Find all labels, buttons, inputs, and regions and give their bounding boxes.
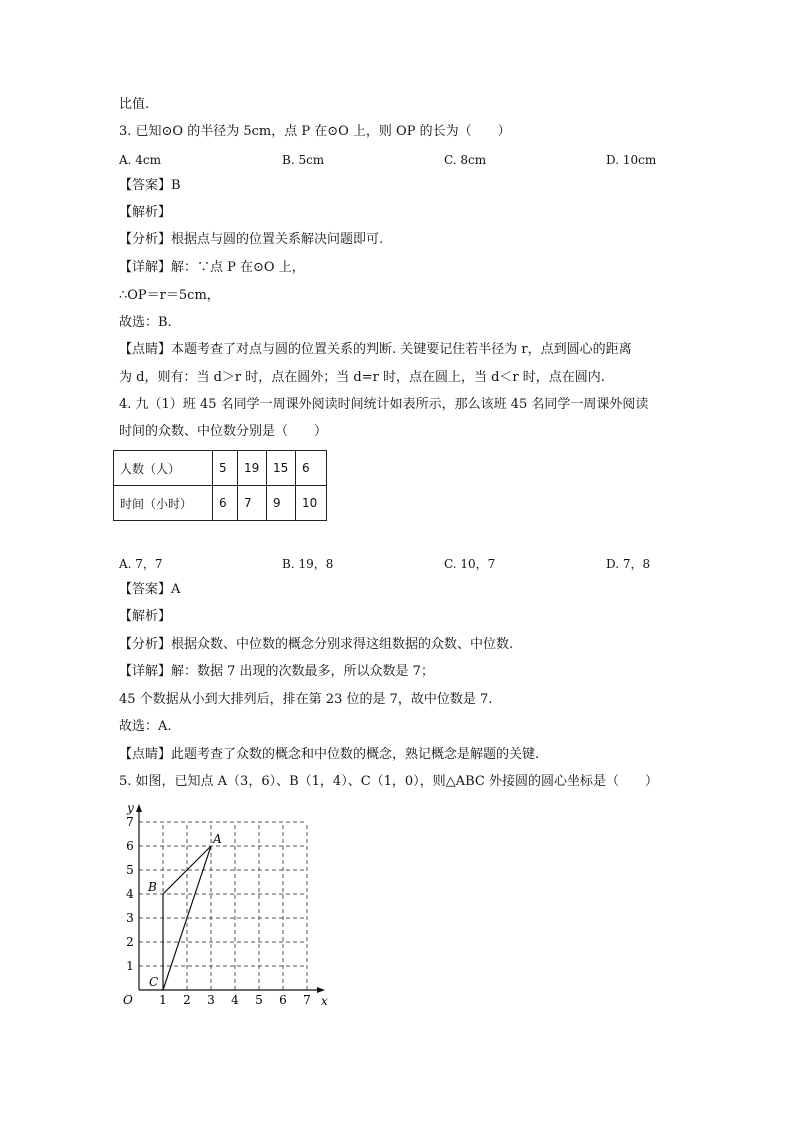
question-4-stem-cont: 时间的众数、中位数分别是（ ） xyxy=(119,424,328,439)
q3-fenxi-line xyxy=(119,231,383,249)
question-5-stem: 5. 如图，已知点 A（3，6）、B（1，4）、C（1，0），则△ABC 外接圆的圆心坐标是（ ） xyxy=(119,774,658,789)
q4-answer-value: A xyxy=(171,582,181,597)
x-tick-label: 3 xyxy=(207,993,215,1007)
q4-xiangjie-line xyxy=(119,663,434,681)
q3-jiexi-line xyxy=(119,204,171,222)
q4-option-a: A. 7，7 xyxy=(119,557,163,571)
y-tick-label: 4 xyxy=(126,887,134,901)
table-cell: 7 xyxy=(238,486,267,521)
xiangjie-tag: 【详解】 xyxy=(119,260,172,275)
table-cell: 19 xyxy=(238,451,267,486)
q3-option-b: B. 5cm xyxy=(282,153,325,167)
q4-option-c: C. 10，7 xyxy=(444,557,496,571)
table-cell: 9 xyxy=(267,486,296,521)
q4-option-d: D. 7，8 xyxy=(606,557,651,571)
x-tick-label: 5 xyxy=(255,993,263,1007)
q4-xiangjie-text: 解：数据 7 出现的次数最多，所以众数是 7； xyxy=(171,664,434,679)
fenxi-tag: 【分析】 xyxy=(119,637,172,652)
q3-xiangjie-text: 解：∵点 P 在⊙O 上， xyxy=(171,260,305,275)
y-axis-label: y xyxy=(127,801,134,815)
x-axis-label: x xyxy=(321,994,328,1008)
q4-jiexi-line xyxy=(119,608,171,626)
y-tick-label: 5 xyxy=(126,863,134,877)
y-tick-label: 6 xyxy=(126,839,134,853)
jiexi-tag: 【解析】 xyxy=(119,205,172,220)
q4-dianjing-text: 此题考查了众数的概念和中位数的概念，熟记概念是解题的关键. xyxy=(171,747,540,762)
table-cell: 时间（小时） xyxy=(114,486,213,521)
coordinate-graph xyxy=(115,800,345,1010)
table-row xyxy=(114,451,327,486)
answer-tag: 【答案】 xyxy=(119,582,172,597)
table-cell: 6 xyxy=(296,451,327,486)
jiexi-tag: 【解析】 xyxy=(119,609,172,624)
fenxi-tag: 【分析】 xyxy=(119,232,172,247)
y-tick-label: 1 xyxy=(126,959,134,973)
dianjing-tag: 【点睛】 xyxy=(119,747,172,762)
x-tick-label: 6 xyxy=(279,993,287,1007)
table-cell: 5 xyxy=(213,451,238,486)
q4-option-b: B. 19，8 xyxy=(282,557,334,571)
previous-answer-tail: 比值. xyxy=(119,97,150,112)
q4-dianjing-line xyxy=(119,746,539,764)
point-label-a: A xyxy=(213,832,222,846)
q3-fenxi-text: 根据点与圆的位置关系解决问题即可. xyxy=(171,232,384,247)
xiangjie-tag: 【详解】 xyxy=(119,664,172,679)
question-4-stem: 4. 九（1）班 45 名同学一周课外阅读时间统计如表所示，那么该班 45 名同学一周课外阅读 xyxy=(119,397,649,412)
q4-choose: 故选：A. xyxy=(119,719,172,734)
q3-option-a: A. 4cm xyxy=(119,153,162,167)
x-tick-label: 7 xyxy=(303,993,311,1007)
q3-dianjing-cont: 为 d，则有：当 d＞r 时，点在圆外；当 d=r 时，点在圆上，当 d＜r 时，点在圆内. xyxy=(119,370,605,385)
reading-time-table xyxy=(113,450,327,521)
grid-lines xyxy=(139,822,307,990)
y-axis-arrow xyxy=(136,804,142,812)
dianjing-tag: 【点睛】 xyxy=(119,342,172,357)
q3-step-2: ∴OP＝r＝5cm， xyxy=(119,288,220,303)
q3-choose: 故选：B. xyxy=(119,315,172,330)
x-axis-arrow xyxy=(317,987,325,993)
point-label-c: C xyxy=(149,975,159,989)
q3-option-d: D. 10cm xyxy=(606,153,657,167)
q4-step-2: 45 个数据从小到大排列后，排在第 23 位的是 7，故中位数是 7. xyxy=(119,692,493,707)
q4-answer-line xyxy=(119,581,180,599)
question-3-stem: 3. 已知⊙O 的半径为 5cm，点 P 在⊙O 上，则 OP 的长为（ ） xyxy=(119,124,511,139)
table-row xyxy=(114,486,327,521)
point-label-b: B xyxy=(148,880,157,894)
table-cell: 10 xyxy=(296,486,327,521)
y-tick-label: 7 xyxy=(126,815,134,829)
q4-fenxi-text: 根据众数、中位数的概念分别求得这组数据的众数、中位数. xyxy=(171,637,514,652)
q3-answer-value: B xyxy=(171,178,181,193)
x-tick-label: 1 xyxy=(159,993,167,1007)
x-tick-label: 4 xyxy=(231,993,239,1007)
x-tick-label: 2 xyxy=(183,993,191,1007)
q3-option-c: C. 8cm xyxy=(444,153,487,167)
q4-fenxi-line xyxy=(119,636,513,654)
q3-xiangjie-line xyxy=(119,259,305,277)
y-tick-label: 2 xyxy=(126,935,134,949)
y-tick-label: 3 xyxy=(126,911,134,925)
q3-answer-line xyxy=(119,177,181,195)
table-cell: 6 xyxy=(213,486,238,521)
q3-dianjing-text: 本题考查了对点与圆的位置关系的判断. 关键要记住若半径为 r，点到圆心的距离 xyxy=(171,342,632,357)
table-cell: 15 xyxy=(267,451,296,486)
axes xyxy=(136,804,325,993)
origin-label: O xyxy=(123,993,133,1007)
table-cell: 人数（人） xyxy=(114,451,213,486)
answer-tag: 【答案】 xyxy=(119,178,172,193)
q3-dianjing-line xyxy=(119,341,632,359)
